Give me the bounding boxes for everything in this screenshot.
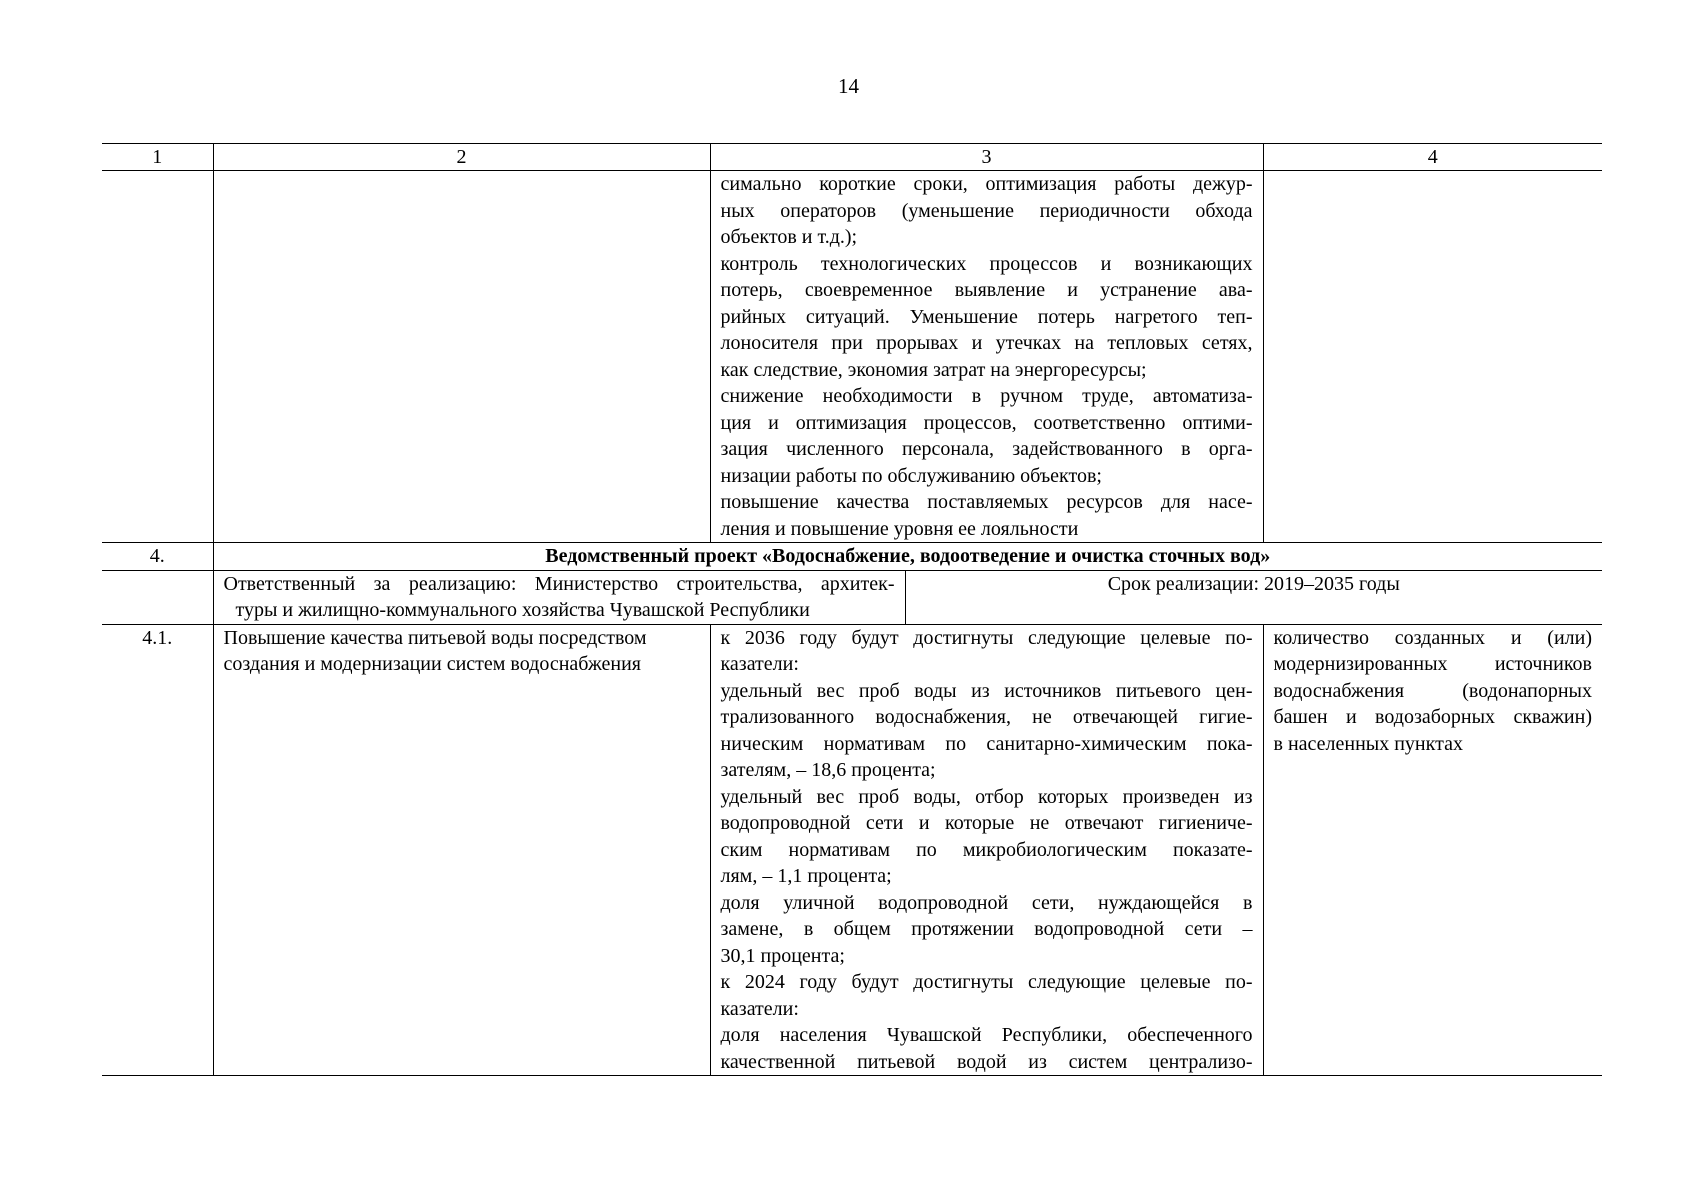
header-col-4: 4 [1263, 144, 1602, 171]
project-info-row [102, 570, 1602, 624]
project-row [102, 543, 1602, 571]
text-line: ническим нормативам по санитарно-химическим пока- [720, 732, 1253, 755]
text-line: снижение необходимости в ручном труде, автоматиза- [720, 385, 1253, 407]
header-col-2: 2 [213, 144, 710, 171]
continuation-result-cell [710, 171, 1263, 543]
text-line: водопроводной сети и которые не отвечают гигиениче- [720, 812, 1253, 834]
project-term: Срок реализации: 2019–2035 годы [905, 570, 1602, 624]
text-line: казатели: [720, 997, 799, 1020]
text-line: замене, в общем протяжении водопроводной сети – [720, 918, 1253, 940]
text-line: контроль технологических процессов и возникающих [720, 252, 1253, 275]
text-line: зация численного персонала, задействованного в орга- [720, 438, 1253, 460]
text-line: ления и повышение уровня ее лояльности [720, 517, 1079, 540]
text-line: низации работы по обслуживанию объектов; [720, 464, 1102, 487]
continuation-cell-2 [213, 171, 710, 543]
text-line: к 2036 году будут достигнуты следующие целевые по- [720, 626, 1253, 649]
text-line: модернизированных источников [1273, 653, 1592, 675]
text-line: лоносителя при прорывах и утечках на тепловых сетях, [720, 332, 1253, 354]
task-result [710, 624, 1263, 1076]
text-line: зателям, – 18,6 процента; [720, 759, 936, 781]
project-info-empty [102, 570, 213, 624]
text-line: симально короткие сроки, оптимизация работы дежур- [720, 173, 1253, 195]
text-line: ским нормативам по микробиологическим показате- [720, 838, 1253, 861]
task-indicator [1263, 624, 1602, 1076]
text-line: удельный вес проб воды, отбор которых произведен из [720, 785, 1253, 808]
text-line: ных операторов (уменьшение периодичности обхода [720, 199, 1253, 222]
text-line: доля населения Чувашской Республики, обеспеченного [720, 1024, 1253, 1046]
text-line: 30,1 процента; [720, 944, 845, 967]
text-line: в населенных пунктах [1273, 732, 1463, 755]
responsible-line-1: Ответственный за реализацию: Министерство строительства, архитек- [223, 572, 895, 595]
text-line: доля уличной водопроводной сети, нуждающейся в [720, 891, 1253, 914]
text-line: создания и модернизации систем водоснабжения [223, 653, 642, 675]
text-line: ция и оптимизация процессов, соответственно оптими- [720, 411, 1253, 434]
project-number: 4. [102, 543, 213, 571]
text-line: объектов и т.д.); [720, 226, 858, 248]
header-col-3: 3 [710, 144, 1263, 171]
task-title [213, 624, 710, 1076]
text-line: количество созданных и (или) [1273, 626, 1592, 649]
header-row [102, 144, 1602, 171]
text-line: водоснабжения (водонапорных [1273, 679, 1592, 702]
text-line: лям, – 1,1 процента; [720, 865, 892, 887]
continuation-row [102, 171, 1602, 543]
text-line: потерь, своевременное выявление и устранение ава- [720, 279, 1253, 301]
page-number: 14 [838, 74, 859, 98]
text-line: казатели: [720, 653, 799, 675]
text-line: повышение качества поставляемых ресурсов для насе- [720, 491, 1253, 513]
responsible-line-2: туры и жилищно-коммунального хозяйства Чувашской Республики [235, 599, 810, 621]
continuation-cell-1 [102, 171, 213, 543]
text-line: к 2024 году будут достигнуты следующие целевые по- [720, 971, 1253, 993]
text-line: рийных ситуаций. Уменьшение потерь нагретого теп- [720, 305, 1253, 328]
task-number: 4.1. [102, 624, 213, 1076]
text-line: удельный вес проб воды из источников питьевого цен- [720, 679, 1253, 702]
continuation-cell-4 [1263, 171, 1602, 543]
measures-table [102, 143, 1602, 1076]
project-responsible [213, 570, 905, 624]
task-row [102, 624, 1602, 1076]
text-line: Повышение качества питьевой воды посредством [223, 626, 647, 649]
text-line: трализованного водоснабжения, не отвечающей гигие- [720, 706, 1253, 728]
header-col-1: 1 [102, 144, 213, 171]
project-title: Ведомственный проект «Водоснабжение, водоотведение и очистка сточных вод» [213, 543, 1602, 571]
text-line: качественной питьевой водой из систем централизо- [720, 1050, 1253, 1073]
text-line: как следствие, экономия затрат на энергоресурсы; [720, 358, 1147, 381]
text-line: башен и водозаборных скважин) [1273, 706, 1592, 728]
